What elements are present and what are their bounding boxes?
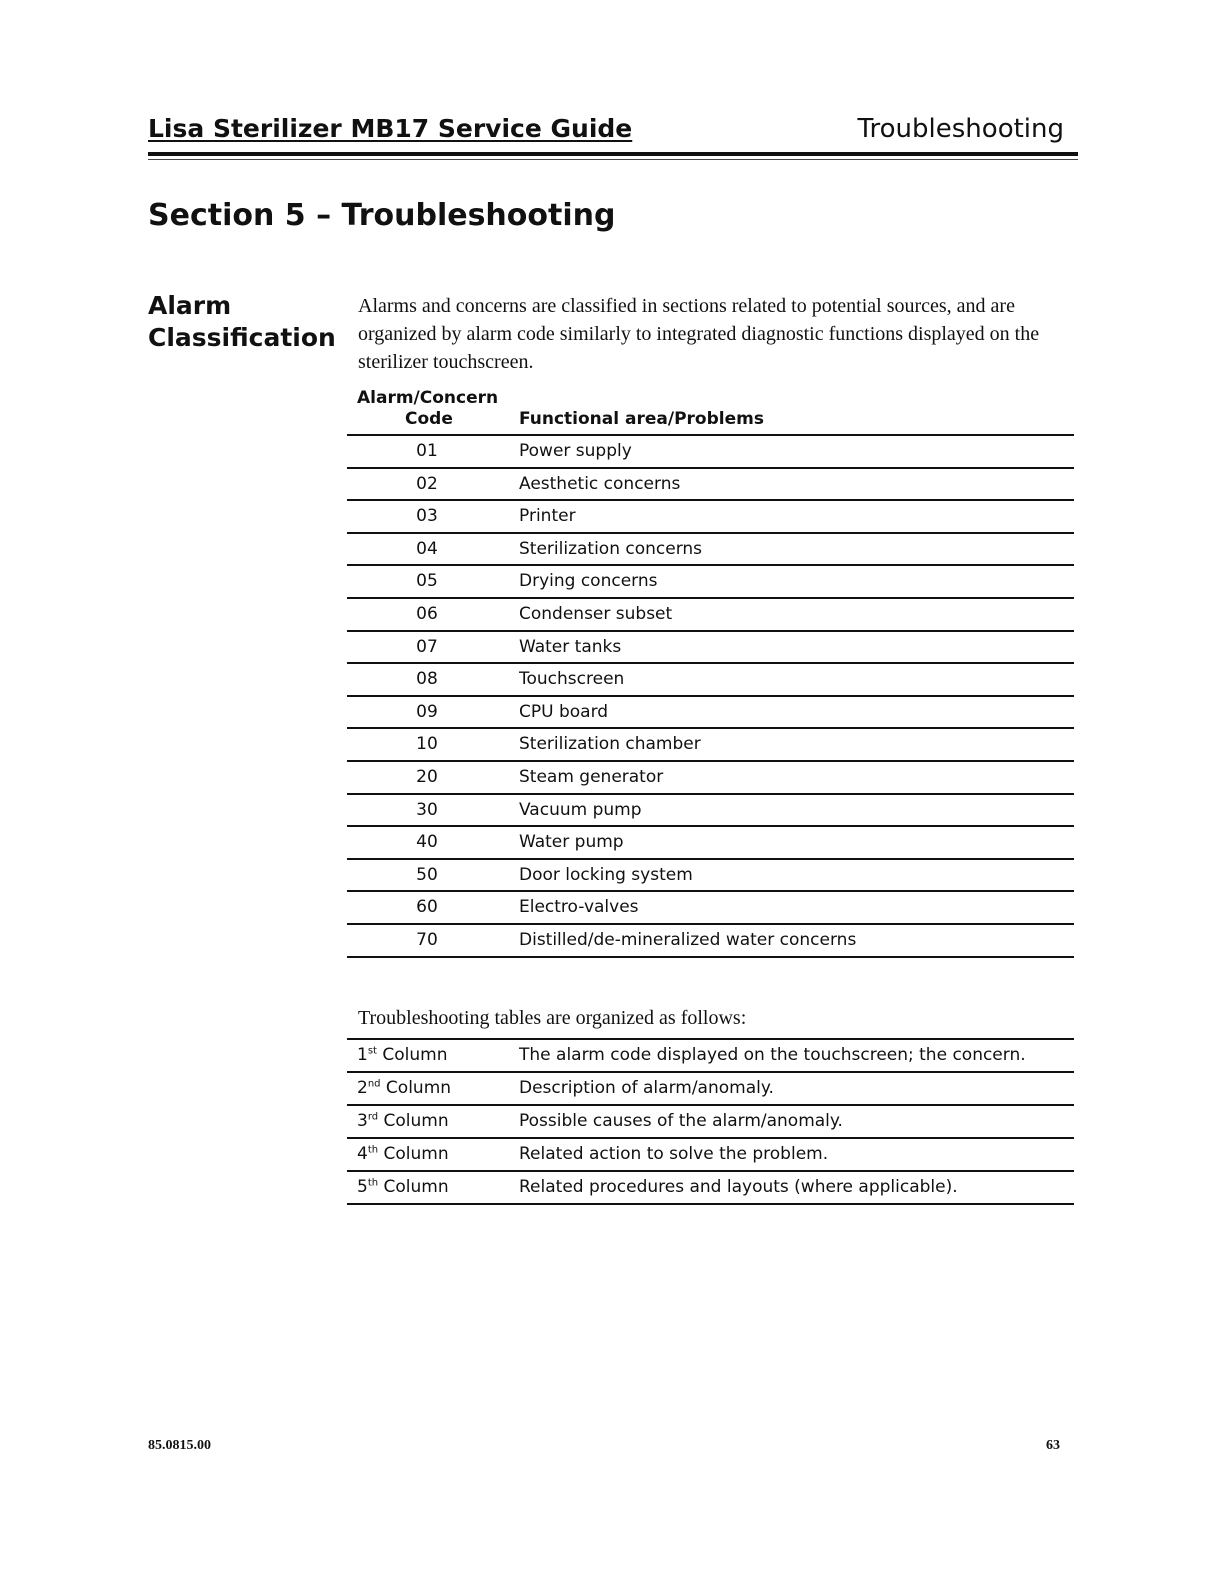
- alarm-codes-table: [347, 388, 1074, 958]
- alarm-code: 04: [416, 538, 438, 559]
- alarm-code: 20: [416, 766, 438, 787]
- header-code-line1: Alarm/Concern: [357, 388, 499, 408]
- side-heading-line1: Alarm: [148, 291, 232, 320]
- column-description: The alarm code displayed on the touchscreen; the concern.: [519, 1045, 1026, 1065]
- functional-area: Door locking system: [519, 864, 693, 885]
- alarm-code: 50: [416, 864, 438, 885]
- alarm-code: 06: [416, 603, 438, 624]
- column-number: 5: [357, 1177, 368, 1197]
- table-row: [347, 534, 1074, 567]
- section-title: Section 5 – Troubleshooting: [148, 198, 616, 233]
- functional-area: Vacuum pump: [519, 799, 642, 820]
- alarm-code: 02: [416, 473, 438, 494]
- functional-area: CPU board: [519, 701, 609, 722]
- table-row: [347, 697, 1074, 730]
- alarm-code: 01: [416, 441, 438, 461]
- column-number: 1: [357, 1045, 368, 1065]
- columns-intro: Troubleshooting tables are organized as follows:: [358, 1007, 747, 1029]
- alarm-code: 10: [416, 734, 438, 755]
- column-description: Related action to solve the problem.: [519, 1144, 829, 1164]
- functional-area: Drying concerns: [519, 571, 658, 592]
- column-label: [357, 1045, 447, 1065]
- functional-area: Touchscreen: [519, 669, 625, 690]
- column-number: 4: [357, 1144, 368, 1164]
- ordinal-suffix: nd: [367, 1078, 381, 1090]
- table-row: [347, 469, 1074, 502]
- column-label: [357, 1177, 449, 1197]
- column-label: [357, 1111, 449, 1131]
- table-row: [347, 1172, 1074, 1205]
- functional-area: Sterilization concerns: [519, 538, 703, 559]
- functional-area: Sterilization chamber: [519, 734, 701, 755]
- functional-area: Water tanks: [519, 636, 622, 657]
- alarm-code: 08: [416, 669, 438, 690]
- column-word: Column: [380, 1078, 452, 1098]
- functional-area: Electro-valves: [519, 897, 639, 918]
- alarm-code: 70: [416, 929, 438, 950]
- column-description: Description of alarm/anomaly.: [519, 1078, 774, 1098]
- header-section-name: Troubleshooting: [857, 114, 1064, 144]
- alarm-codes-table-header: [347, 388, 1074, 436]
- functional-area: Printer: [519, 506, 576, 527]
- alarm-code: 07: [416, 636, 438, 657]
- column-description: Related procedures and layouts (where applicable).: [519, 1177, 958, 1197]
- ordinal-suffix: st: [367, 1045, 377, 1057]
- column-word: Column: [378, 1177, 449, 1197]
- functional-area: Aesthetic concerns: [519, 473, 681, 494]
- table-row: [347, 566, 1074, 599]
- side-heading: [148, 290, 348, 354]
- functional-area: Steam generator: [519, 766, 664, 787]
- side-heading-line2: Classification: [148, 323, 336, 352]
- alarm-code: 03: [416, 506, 438, 527]
- table-row: [347, 632, 1074, 665]
- column-number: 3: [357, 1111, 368, 1131]
- table-row: [347, 501, 1074, 534]
- alarm-code: 40: [416, 832, 438, 853]
- ordinal-suffix: rd: [367, 1111, 379, 1123]
- header-code-line2: Code: [405, 409, 453, 429]
- table-row: [347, 795, 1074, 828]
- table-row: [347, 1073, 1074, 1106]
- column-label: [357, 1144, 449, 1164]
- page-number: 63: [1046, 1438, 1060, 1453]
- table-row: [347, 436, 1074, 469]
- column-label: [357, 1078, 451, 1098]
- table-row: [347, 664, 1074, 697]
- header-functional-area: Functional area/Problems: [519, 409, 764, 429]
- functional-area: Water pump: [519, 832, 624, 853]
- table-row: [347, 860, 1074, 893]
- intro-paragraph: Alarms and concerns are classified in sections related to potential sources, and are organized by alarm code similarly to integrated diagnostic functions displayed on the sterilizer touchscreen.: [358, 295, 1040, 373]
- functional-area: Power supply: [519, 441, 632, 461]
- column-word: Column: [378, 1144, 449, 1164]
- columns-table: [347, 1038, 1074, 1205]
- alarm-code: 30: [416, 799, 438, 820]
- page-header: [148, 110, 1078, 156]
- table-row: [347, 925, 1074, 958]
- document-number: 85.0815.00: [148, 1438, 211, 1453]
- alarm-code: 05: [416, 571, 438, 592]
- ordinal-suffix: th: [367, 1177, 379, 1189]
- column-description: Possible causes of the alarm/anomaly.: [519, 1111, 843, 1131]
- table-row: [347, 729, 1074, 762]
- table-row: [347, 892, 1074, 925]
- table-row: [347, 1139, 1074, 1172]
- column-word: Column: [376, 1045, 448, 1065]
- column-word: Column: [378, 1111, 449, 1131]
- table-row: [347, 1106, 1074, 1139]
- table-row: [347, 827, 1074, 860]
- table-row: [347, 1040, 1074, 1073]
- document-title: Lisa Sterilizer MB17 Service Guide: [148, 114, 633, 143]
- alarm-codes-table-body: [347, 436, 1074, 958]
- functional-area: Distilled/de-mineralized water concerns: [519, 929, 857, 950]
- functional-area: Condenser subset: [519, 603, 673, 624]
- alarm-code: 60: [416, 897, 438, 918]
- table-row: [347, 599, 1074, 632]
- column-number: 2: [357, 1078, 368, 1098]
- ordinal-suffix: th: [367, 1144, 379, 1156]
- alarm-code: 09: [416, 701, 438, 722]
- table-row: [347, 762, 1074, 795]
